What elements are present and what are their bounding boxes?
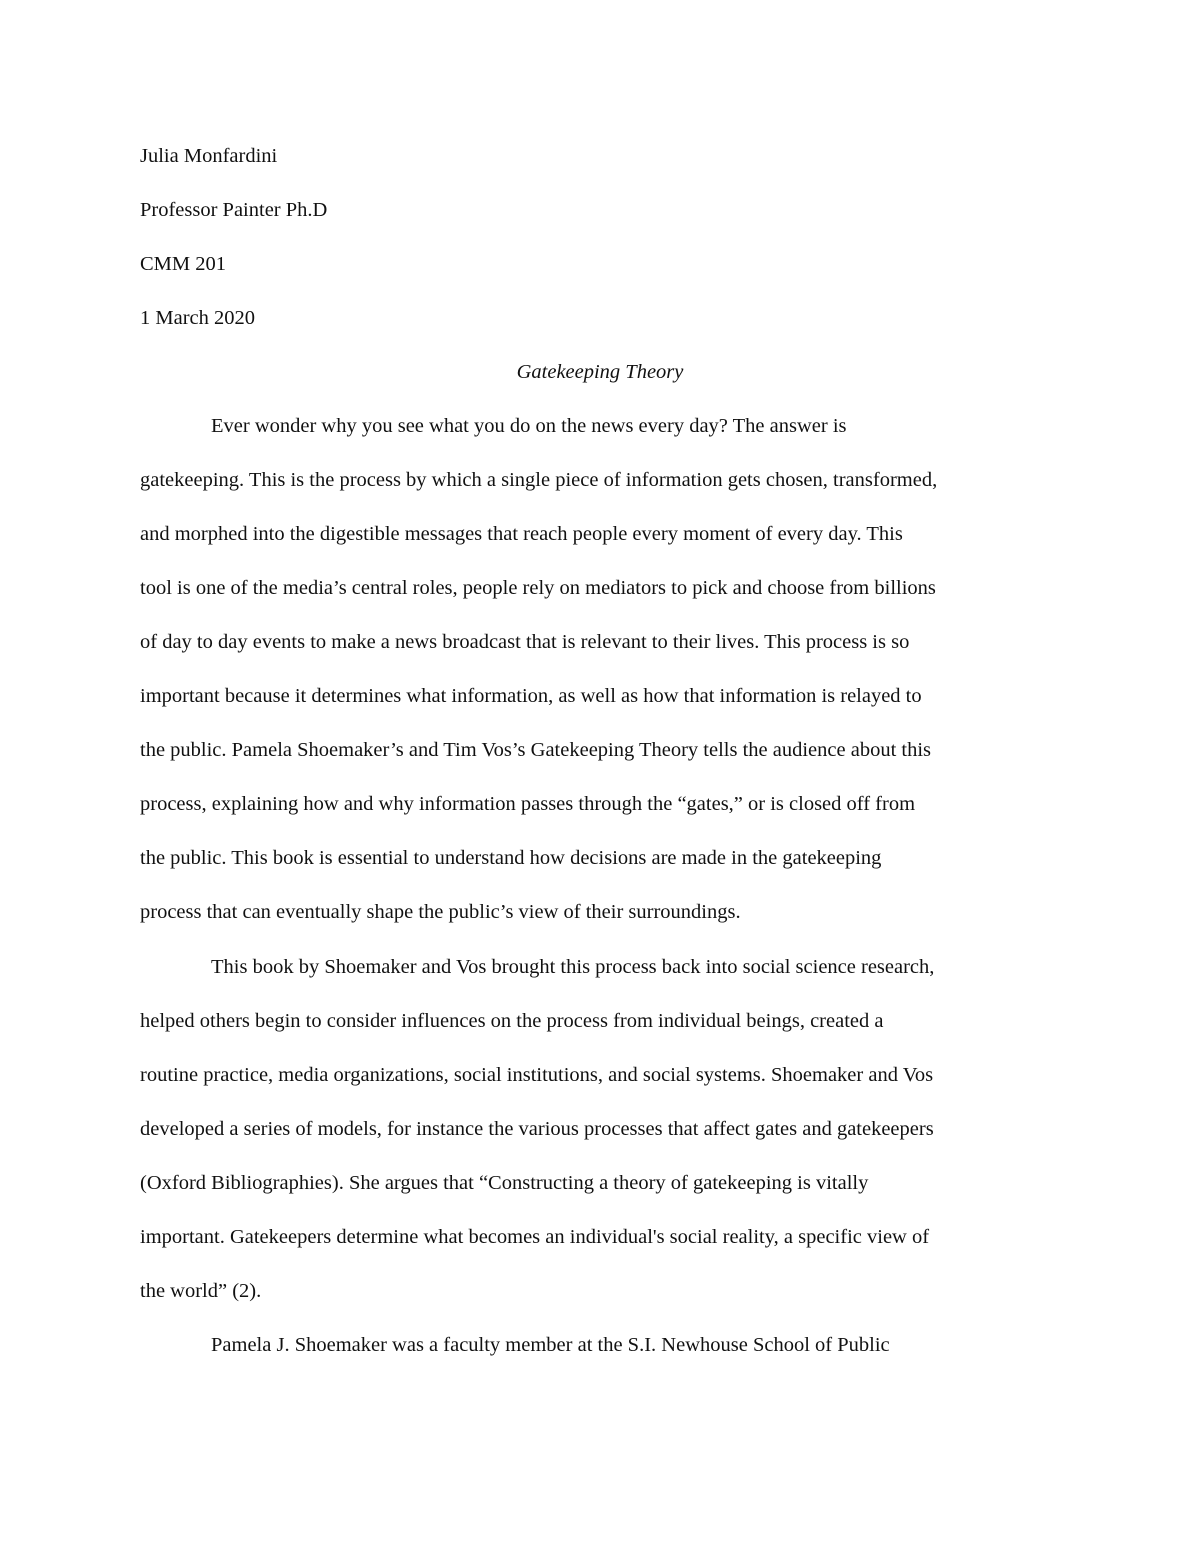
course-code: CMM 201 — [140, 253, 227, 275]
paragraph-line: process, explaining how and why information passes through the “gates,” or is closed off from — [140, 793, 916, 815]
date: 1 March 2020 — [140, 307, 256, 329]
paragraph-line: of day to day events to make a news broadcast that is relevant to their lives. This process is so — [140, 631, 910, 653]
author-name: Julia Monfardini — [140, 145, 278, 167]
paragraph-line: developed a series of models, for instance the various processes that affect gates and gatekeepers — [140, 1118, 934, 1140]
paragraph-line: the world” (2). — [140, 1280, 262, 1302]
instructor-name: Professor Painter Ph.D — [140, 199, 328, 221]
paragraph-line: important. Gatekeepers determine what becomes an individual's social reality, a specific view of — [140, 1226, 930, 1248]
paragraph-line: important because it determines what information, as well as how that information is relayed to — [140, 685, 922, 707]
paragraph-line: routine practice, media organizations, social institutions, and social systems. Shoemaker and Vos — [140, 1064, 934, 1086]
paragraph-line: process that can eventually shape the public’s view of their surroundings. — [140, 901, 741, 923]
paragraph-line: and morphed into the digestible messages that reach people every moment of every day. This — [140, 523, 903, 545]
paragraph-line: helped others begin to consider influences on the process from individual beings, created a — [140, 1010, 884, 1032]
paragraph-line: the public. This book is essential to understand how decisions are made in the gatekeeping — [140, 847, 882, 869]
paragraph-line: This book by Shoemaker and Vos brought this process back into social science research, — [211, 956, 935, 978]
page-title: Gatekeeping Theory — [516, 361, 684, 383]
paragraph-line: Pamela J. Shoemaker was a faculty member at the S.I. Newhouse School of Public — [211, 1334, 890, 1356]
paragraph-line: Ever wonder why you see what you do on the news every day? The answer is — [211, 415, 847, 437]
paragraph-line: gatekeeping. This is the process by which a single piece of information gets chosen, transformed, — [140, 469, 938, 491]
paragraph-line: tool is one of the media’s central roles, people rely on mediators to pick and choose from billions — [140, 577, 936, 599]
paragraph-line: the public. Pamela Shoemaker’s and Tim Vos’s Gatekeeping Theory tells the audience about this — [140, 739, 932, 761]
paragraph-line: (Oxford Bibliographies). She argues that “Constructing a theory of gatekeeping is vitally — [140, 1172, 869, 1194]
